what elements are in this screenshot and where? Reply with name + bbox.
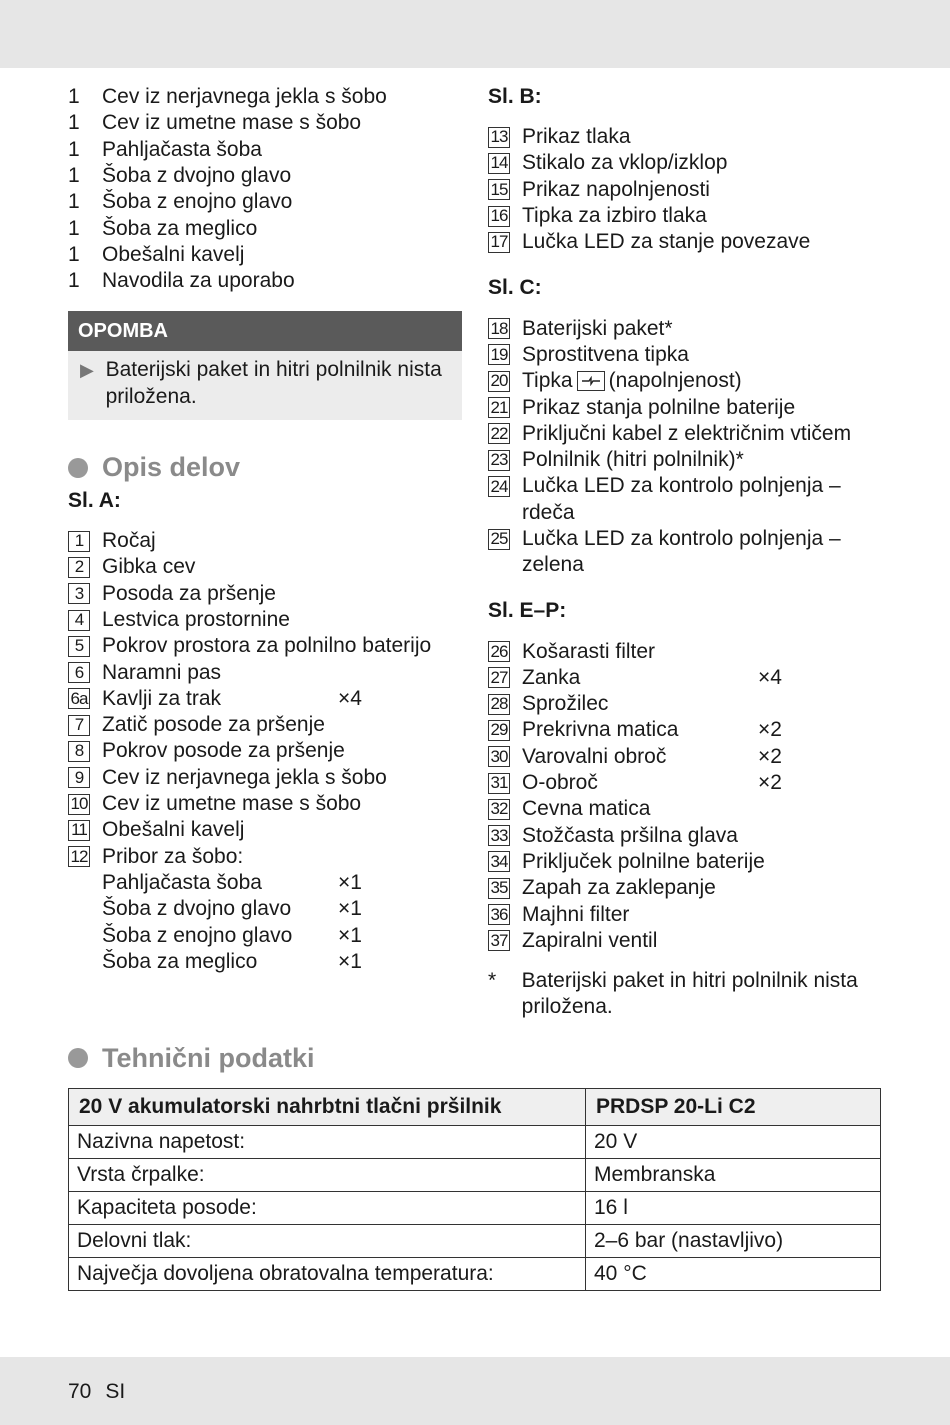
- list-item: 1 Cev iz umetne mase s šobo: [68, 111, 362, 135]
- note-title: OPOMBA: [68, 311, 462, 351]
- section-heading-tech: Tehnični podatki: [68, 1040, 315, 1076]
- language-code: SI: [105, 1380, 126, 1403]
- list-item: 26 Košarasti filter: [488, 638, 888, 664]
- list-item: 19 Sprostitvena tipka: [488, 342, 888, 368]
- left-column: [68, 84, 468, 975]
- list-item: 14 Stikalo za vklop/izklop: [488, 150, 888, 176]
- bullet-dot-icon: [68, 458, 88, 478]
- page-number: 70: [68, 1380, 92, 1403]
- footnote: * Baterijski paket in hitri polnilnik nista priložena.: [488, 969, 858, 1019]
- table-row: Delovni tlak: 2–6 bar (nastavljivo): [69, 1225, 881, 1258]
- list-item: 37 Zapiralni ventil: [488, 928, 888, 954]
- triangle-bullet-icon: ▶: [80, 360, 94, 381]
- fig-b-label: Sl. B:: [488, 85, 542, 108]
- list-item: 3 Posoda za pršenje: [68, 581, 468, 607]
- table-row: Kapaciteta posode: 16 l: [69, 1192, 881, 1225]
- list-item: 13 Prikaz tlaka: [488, 124, 888, 150]
- list-item: 4 Lestvica prostornine: [68, 607, 468, 633]
- accessory-item: Pahljačasta šoba ×1: [102, 870, 362, 894]
- section-heading-parts: Opis delov: [68, 450, 468, 486]
- list-item: 34 Priključek polnilne baterije: [488, 849, 888, 875]
- list-item: 33 Stožčasta pršilna glava: [488, 823, 888, 849]
- list-item: 29 Prekrivna matica ×2: [488, 717, 888, 743]
- page-footer: [68, 1380, 125, 1404]
- list-item: 18 Baterijski paket*: [488, 315, 888, 341]
- list-item: 12 Pribor za šobo:: [68, 844, 468, 870]
- list-item: 15 Prikaz napolnjenosti: [488, 177, 888, 203]
- fig-ep-label: Sl. E–P:: [488, 599, 567, 623]
- table-header: 20 V akumulatorski nahrbtni tlačni pršilnik PRDSP 20-Li C2: [69, 1089, 881, 1126]
- accessory-item: Šoba z dvojno glavo ×1: [102, 897, 362, 921]
- fig-a-list: [68, 528, 468, 975]
- list-item: 28 Sprožilec: [488, 691, 888, 717]
- header-band: [0, 0, 950, 68]
- list-item: 6 Naramni pas: [68, 659, 468, 685]
- accessory-item: Šoba za meglico ×1: [102, 949, 362, 973]
- list-item: 1 Pahljačasta šoba: [68, 137, 262, 161]
- tech-table: [68, 1088, 881, 1291]
- list-item: 17 Lučka LED za stanje povezave: [488, 229, 888, 255]
- list-item: 30 Varovalni obroč ×2: [488, 744, 888, 770]
- list-item: 25 Lučka LED za kontrolo polnjenja – zelena: [488, 526, 888, 579]
- note-body: [68, 351, 462, 420]
- list-item: 5 Pokrov prostora za polnilno baterijo: [68, 633, 468, 659]
- table-row: Vrsta črpalke: Membranska: [69, 1159, 881, 1192]
- list-item: 7 Zatič posode za pršenje: [68, 712, 468, 738]
- list-item: 9 Cev iz nerjavnega jekla s šobo: [68, 765, 468, 791]
- list-item: 24 Lučka LED za kontrolo polnjenja – rdeča: [488, 473, 888, 526]
- list-item: 8 Pokrov posode za pršenje: [68, 738, 468, 764]
- list-item: 1 Cev iz nerjavnega jekla s šobo: [68, 85, 387, 109]
- list-item: 32 Cevna matica: [488, 796, 888, 822]
- fig-c-label: Sl. C:: [488, 276, 542, 300]
- list-item: 22 Priključni kabel z električnim vtičem: [488, 421, 888, 447]
- list-item: 20 Tipka (napolnjenost): [488, 368, 888, 394]
- fig-a-label: Sl. A:: [68, 488, 121, 512]
- table-row: Največja dovoljena obratovalna temperatura: 40 °C: [69, 1258, 881, 1291]
- right-column: [488, 84, 888, 1021]
- note-box: [68, 311, 462, 420]
- list-item: 2 Gibka cev: [68, 554, 468, 580]
- table-row: Nazivna napetost: 20 V: [69, 1126, 881, 1159]
- note-text: Baterijski paket in hitri polnilnik nista priložena.: [105, 358, 442, 408]
- list-item: 1 Šoba za meglico: [68, 216, 258, 240]
- list-item: 1 Ročaj: [68, 528, 468, 554]
- list-item: 1 Navodila za uporabo: [68, 269, 295, 293]
- list-item: 31 O-obroč ×2: [488, 770, 888, 796]
- bullet-dot-icon: [68, 1048, 88, 1068]
- footer-band: [0, 1357, 950, 1425]
- list-item: 1 Šoba z dvojno glavo: [68, 164, 292, 188]
- list-item: 10 Cev iz umetne mase s šobo: [68, 791, 468, 817]
- fig-c-list: [488, 315, 888, 578]
- accessory-item: Šoba z enojno glavo ×1: [102, 923, 362, 947]
- list-item: 16 Tipka za izbiro tlaka: [488, 203, 888, 229]
- battery-level-icon: [577, 371, 605, 391]
- list-item: 11 Obešalni kavelj: [68, 817, 468, 843]
- list-item: 27 Zanka ×4: [488, 665, 888, 691]
- contents-list: [68, 84, 468, 294]
- list-item: 1 Šoba z enojno glavo: [68, 190, 293, 214]
- list-item: 35 Zapah za zaklepanje: [488, 875, 888, 901]
- list-item: 1 Obešalni kavelj: [68, 242, 245, 266]
- fig-ep-list: [488, 638, 888, 954]
- fig-b-list: [488, 124, 888, 255]
- list-item: 21 Prikaz stanja polnilne baterije: [488, 394, 888, 420]
- list-item: 6a Kavlji za trak ×4: [68, 686, 468, 712]
- list-item: 36 Majhni filter: [488, 901, 888, 927]
- list-item: 23 Polnilnik (hitri polnilnik)*: [488, 447, 888, 473]
